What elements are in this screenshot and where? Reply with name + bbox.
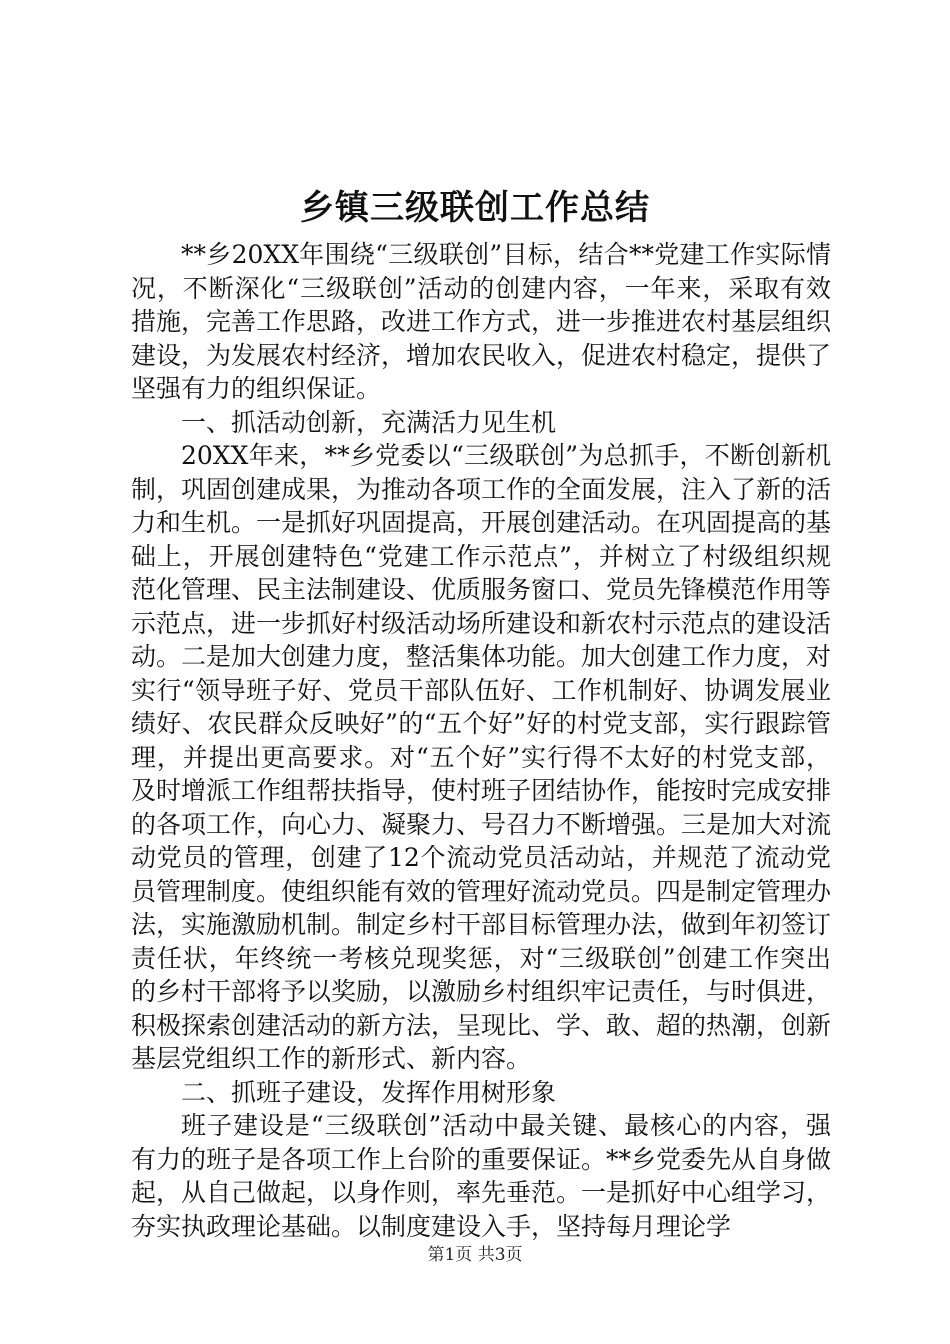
section-heading-1: 一、抓活动创新，充满活力见生机 [181,407,557,437]
page-footer: 第1页 共3页 [427,1245,523,1265]
section-1-paragraph: 20XX年来，**乡党委以“三级联创”为总抓手，不断创新机制，巩固创建成果，为推动各项工作的全面发展，注入了新的活力和生机。一是抓好巩固提高，开展创建活动。在巩固提高的基础上，开展创建特色“党建工作示范点”，并树立了村级组织规范化管理、民主法制建设、优质服务窗口、党员先锋模范作用等示范点，进一步抓好村级活动场所建设和新农村示范点的建设活动。二是加大创建力度，整活集体功能。加大创建工作力度，对实行“领导班子好、党员干部队伍好、工作机制好、协调发展业绩好、农民群众反映好”的“五个好”好的村党支部，实行跟踪管理，并提出更高要求。对“五个好”实行得不太好的村党支部，及时增派工作组帮扶指导，使村班子团结协作，能按时完成安排的各项工作，向心力、凝聚力、号召力不断增强。三是加大对流动党员的管理，创建了12个流动党员活动站，并规范了流动党员管理制度。使组织能有效的管理好流动党员。四是制定管理办法，实施激励机制。制定乡村干部目标管理办法，做到年初签订责任状，年终统一考核兑现奖惩，对“三级联创”创建工作突出的乡村干部将予以奖励，以激励乡村组织牢记责任，与时俱进，积极探索创建活动的新方法，呈现比、学、敢、超的热潮，创新基层党组织工作的新形式、新内容。 [131,441,832,1073]
section-heading-2: 二、抓班子建设，发挥作用树形象 [181,1077,557,1107]
section-2-paragraph: 班子建设是“三级联创”活动中最关键、最核心的内容，强有力的班子是各项工作上台阶的重要保证。**乡党委先从自身做起，从自己做起，以身作则，率先垂范。一是抓好中心组学习，夯实执政理论基础。以制度建设入手，坚持每月理论学 [131,1111,832,1241]
document-body [131,238,831,1243]
intro-paragraph: **乡20XX年围绕“三级联创”目标，结合**党建工作实际情况，不断深化“三级联创”活动的创建内容，一年来，采取有效措施，完善工作思路，改进工作方式，进一步推进农村基层组织建设，为发展农村经济，增加农民收入，促进农村稳定，提供了坚强有力的组织保证。 [131,240,832,403]
document-title: 乡镇三级联创工作总结 [300,188,650,228]
